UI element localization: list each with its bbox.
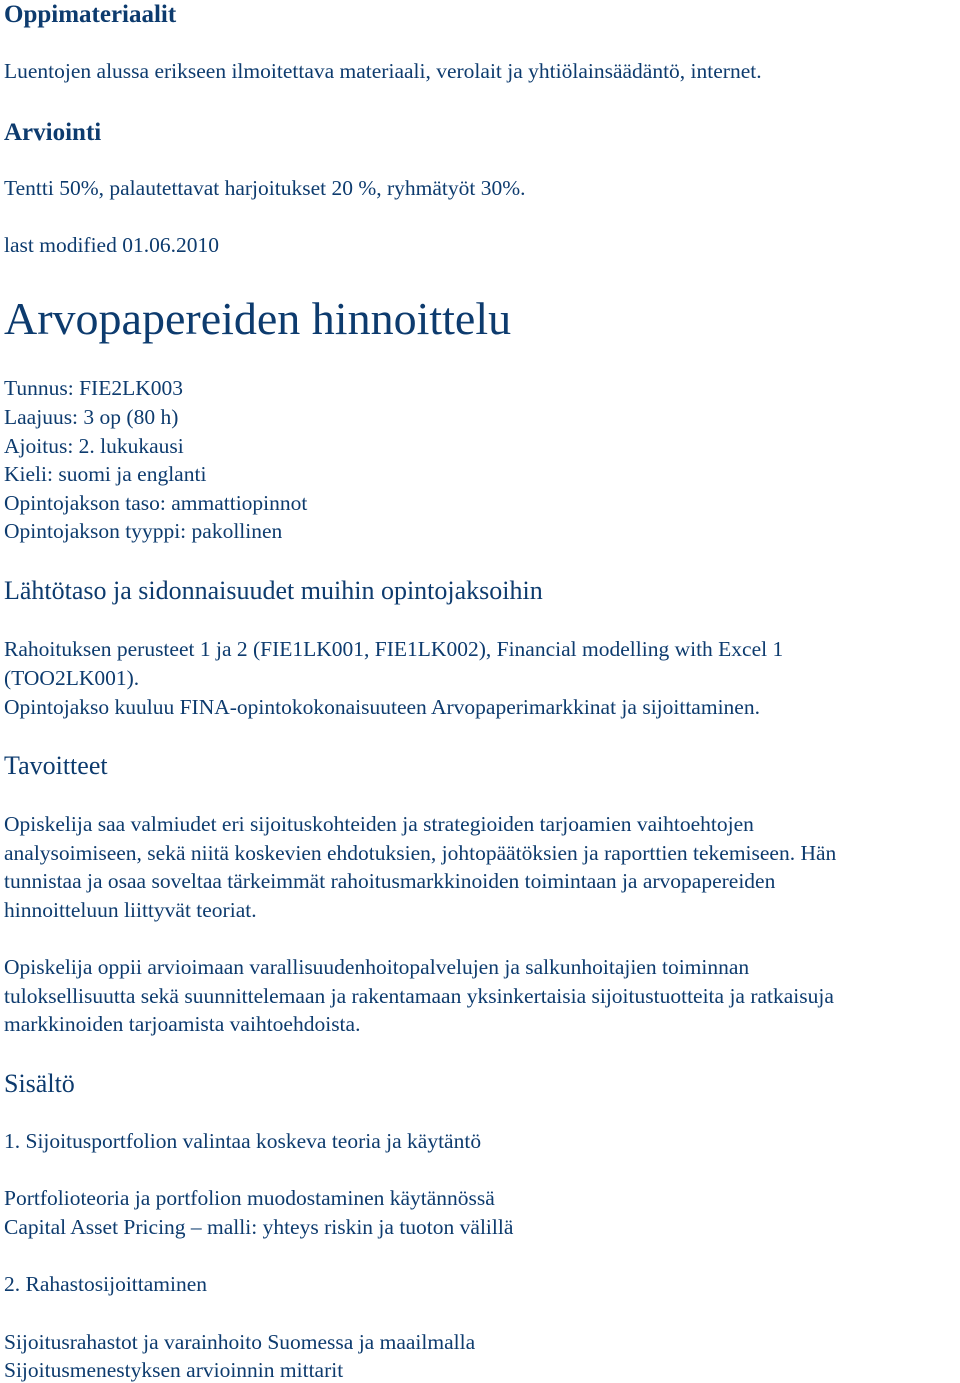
content-topic-2: 2. Rahastosijoittaminen xyxy=(4,1272,208,1296)
goals-para1-line: tunnistaa ja osaa soveltaa tärkeimmät rahoitusmarkkinoiden toimintaan ja arvopapereiden xyxy=(4,869,776,893)
content-topic-2-item: Sijoitusrahastot ja varainhoito Suomessa ja maailmalla xyxy=(4,1330,476,1354)
content-topic-2-item: Sijoitusmenestyksen arvioinnin mittarit xyxy=(4,1358,344,1382)
course-code: Tunnus: FIE2LK003 xyxy=(4,376,184,400)
course-type: Opintojakson tyyppi: pakollinen xyxy=(4,519,283,543)
goals-para2-line: tuloksellisuutta sekä suunnittelemaan ja rakentamaan yksinkertaisia sijoitustuotteita ja ratkaisuja xyxy=(4,984,834,1008)
goals-para2-line: markkinoiden tarjoamista vaihtoehdoista. xyxy=(4,1012,361,1036)
course-language: Kieli: suomi ja englanti xyxy=(4,462,207,486)
course-title: Arvopapereiden hinnoittelu xyxy=(4,293,512,344)
content-topic-1-item: Capital Asset Pricing – malli: yhteys riskin ja tuoton välillä xyxy=(4,1215,514,1239)
prereq-line: (TOO2LK001). xyxy=(4,666,140,690)
assessment-text: Tentti 50%, palautettavat harjoitukset 20 %, ryhmätyöt 30%. xyxy=(4,176,526,200)
last-modified: last modified 01.06.2010 xyxy=(4,233,219,257)
materials-text: Luentojen alussa erikseen ilmoitettava materiaali, verolait ja yhtiölainsäädäntö, internet. xyxy=(4,59,762,83)
content-topic-1-item: Portfolioteoria ja portfolion muodostaminen käytännössä xyxy=(4,1186,495,1210)
course-level: Opintojakson taso: ammattiopinnot xyxy=(4,491,308,515)
prereq-line: Rahoituksen perusteet 1 ja 2 (FIE1LK001, FIE1LK002), Financial modelling with Excel 1 xyxy=(4,637,784,661)
goals-para1-line: analysoimiseen, sekä niitä koskevien ehdotuksien, johtopäätöksien ja raporttien tekemiseen. Hän xyxy=(4,841,837,865)
course-timing: Ajoitus: 2. lukukausi xyxy=(4,434,184,458)
course-credits: Laajuus: 3 op (80 h) xyxy=(4,405,179,429)
materials-heading: Oppimateriaalit xyxy=(4,1,177,28)
content-heading: Sisältö xyxy=(4,1069,75,1098)
prereq-heading: Lähtötaso ja sidonnaisuudet muihin opintojaksoihin xyxy=(4,576,543,605)
prereq-line: Opintojakso kuuluu FINA-opintokokonaisuuteen Arvopaperimarkkinat ja sijoittaminen. xyxy=(4,695,760,719)
goals-heading: Tavoitteet xyxy=(4,751,108,780)
content-topic-1: 1. Sijoitusportfolion valintaa koskeva teoria ja käytäntö xyxy=(4,1129,482,1153)
goals-para2-line: Opiskelija oppii arvioimaan varallisuudenhoitopalvelujen ja salkunhoitajien toiminnan xyxy=(4,955,750,979)
goals-para1-line: hinnoitteluun liittyvät teoriat. xyxy=(4,898,257,922)
assessment-heading: Arviointi xyxy=(4,119,102,146)
goals-para1-line: Opiskelija saa valmiudet eri sijoituskohteiden ja strategioiden tarjoamien vaihtoehtojen xyxy=(4,812,754,836)
